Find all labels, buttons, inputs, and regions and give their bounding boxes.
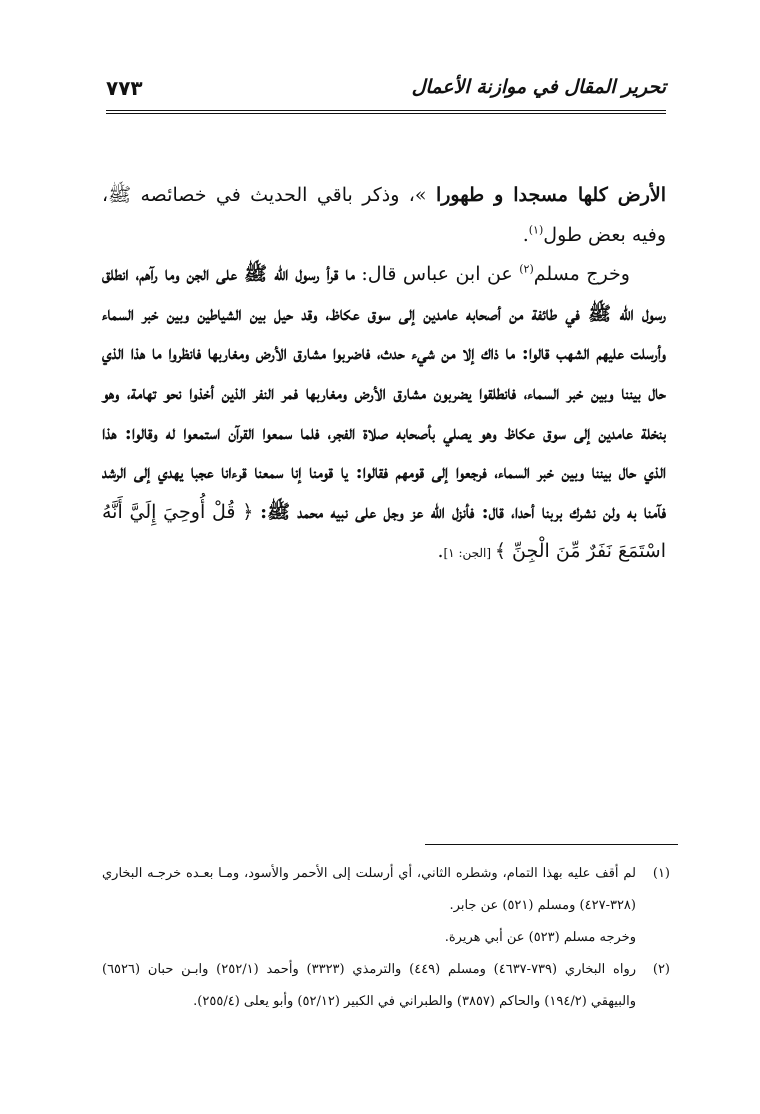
header-rule [106, 110, 666, 114]
punctuation: . [437, 540, 444, 563]
page-number: ٧٧٣ [106, 76, 143, 100]
running-title: تحرير المقال في موازنة الأعمال [411, 76, 666, 98]
paragraph-1 [102, 176, 666, 255]
paragraph-2 [102, 255, 666, 574]
paragraph-text: وفيه بعض طول [543, 223, 666, 246]
footnote-1 [102, 858, 670, 922]
paragraph-text: »، وذكر باقي الحديث في خصائصه ﷺ، [102, 184, 436, 206]
footnote-text: وخرجه مسلم (٥٢٣) عن أبي هريرة. [444, 930, 636, 945]
footnote-text: لم أقف عليه بهذا التمام، وشطره الثاني، أي أرسلت إلى الأحمر والأسود، ومـا بعـده خرجـه البخاري (٣٢٨-٤٢٧) ومسلم (٥٢١) عن جابر. [102, 866, 636, 913]
paragraph-text: عن ابن عباس قال: [354, 263, 520, 286]
hadith-bold-text: ما قرأ رسول الله ﷺ على الجن وما رآهم، انطلق رسول الله ﷺ في طائفة من أصحابه عامدين إلى سوق عكاظ، وقد حيل بين الشياطين وبين خبر السماء وأرسلت عليهم الشهب قالوا: ما ذاك إلا من شيء حدث، فاضربوا مشارق الأرض ومغاربها فانظروا ما هذا الذي حال بيننا وبين خبر السماء، فانطلقوا يضربون مشارق الأرض ومغاربها فمر النفر الذين أخذوا نحو تهامة، وهو بنخلة عامدين إلى سوق عكاظ وهو يصلي بأصحابه صلاة الفجر، فلما سمعوا القرآن استمعوا له وقالوا: هذا الذي حال بيننا وبين خبر السماء، فرجعوا إلى قومهم فقالوا: يا قومنا إنا سمعنا قرءانا عجبا يهدي إلى الرشد فآمنا به ولن نشرك بربنا أحدا، قال: فأنزل الله عز وجل على نبيه محمد ﷺ: [102, 263, 666, 523]
hadith-bold-text: الأرض كلها مسجدا و طهورا [435, 184, 666, 206]
main-text [102, 176, 666, 574]
punctuation: . [522, 223, 529, 246]
footnote-ref-2[interactable]: (٢) [519, 262, 534, 276]
running-header [106, 70, 666, 110]
footnote-ref-1[interactable]: (١) [528, 223, 544, 237]
footnote-1-continued [102, 922, 670, 954]
quran-verse: ﴿ قُلْ أُوحِيَ إِلَيَّ أَنَّهُ اسْتَمَعَ نَفَرٌ مِّنَ الْجِنِّ ﴾ [102, 500, 666, 563]
footnotes [102, 858, 670, 1018]
footnote-2 [102, 954, 670, 1018]
footnote-number: (٢) [652, 962, 670, 977]
footnote-separator [425, 844, 678, 845]
footnote-text: رواه البخاري (٧٣٩-٤٦٣٧) ومسلم (٤٤٩) والترمذي (٣٣٢٣) وأحمد (٢٥٢/١) وابـن حبان (٦٥٢٦) والبيهقي (١٩٤/٢) والحاكم (٣٨٥٧) والطبراني في الكبير (٥٢/١٢) وأبو يعلى (٢٥٥/٤). [102, 962, 636, 1009]
verse-citation: [الجن: ١] [443, 546, 495, 561]
paragraph-text: وخرج مسلم [533, 263, 630, 286]
footnote-number: (١) [652, 866, 670, 881]
